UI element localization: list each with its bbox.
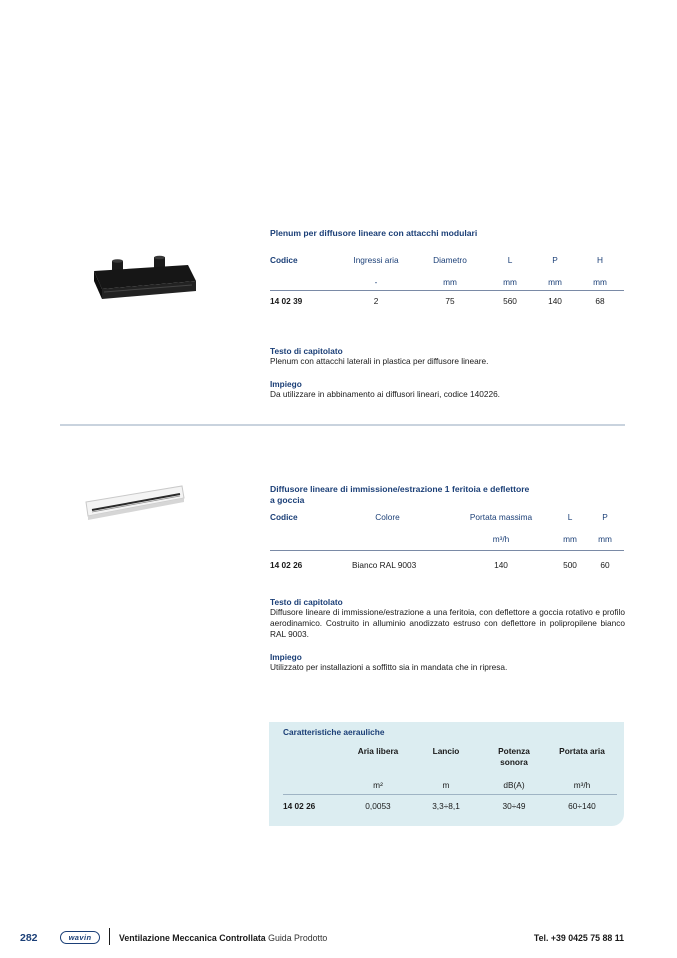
row-diametro: 75 [445,296,455,306]
row-codice: 14 02 39 [270,296,303,306]
aero-row-portata: 60÷140 [568,801,596,811]
linear-diffuser-image [82,482,188,526]
aero-row-codice: 14 02 26 [283,801,316,811]
row2-colore: Bianco RAL 9003 [352,560,417,570]
footer-phone: Tel. +39 0425 75 88 11 [533,933,624,943]
unit2-p: mm [598,534,612,544]
row-p: 140 [548,296,562,306]
aero-rule [283,794,617,795]
row-h: 68 [595,296,605,306]
col-codice: Codice [270,255,298,265]
aero-row-potenza: 30÷49 [502,801,526,811]
aero-col-lancio: Lancio [432,746,460,756]
aero-unit-lancio: m [442,780,450,790]
aero-unit-portata: m³/h [573,780,591,790]
section-divider [60,424,625,426]
aero-unit-potenza: dB(A) [503,780,525,790]
unit-diametro: mm [443,277,457,287]
unit-ingressi: - [374,277,378,287]
row2-codice: 14 02 26 [270,560,303,570]
table2-rule [270,550,624,551]
aero-title: Caratteristiche aerauliche [283,727,385,737]
use2-text: Utilizzato per installazioni a soffitto sia in mandata che in ripresa. [270,662,508,672]
footer-title-bold: Ventilazione Meccanica Controllata [119,933,266,943]
aero-unit-aria: m² [373,780,383,790]
unit2-portata: m³/h [492,534,510,544]
footer-title [119,933,327,943]
col-diametro: Diametro [433,255,467,265]
aero-col-aria: Aria libera [357,746,399,756]
footer-title-light: Guida Prodotto [268,933,328,943]
aeraulic-panel [269,722,624,826]
wavin-logo-text: wavin [68,933,92,942]
col-h: H [597,255,603,265]
unit-p: mm [548,277,562,287]
product1-title: Plenum per diffusore lineare con attacchi modulari [270,228,478,238]
aero-col-potenza-1: Potenza [498,746,530,756]
unit-h: mm [593,277,607,287]
footer-separator [109,928,110,945]
col2-l: L [567,512,573,522]
col2-p: P [602,512,608,522]
aero-col-potenza-2: sonora [500,757,528,767]
use2-title: Impiego [270,652,302,662]
use-title: Impiego [270,379,302,389]
spec2-title: Testo di capitolato [270,597,343,607]
product2-title-line1: Diffusore lineare di immissione/estrazione 1 feritoia e deflettore [270,484,530,494]
aero-row-aria: 0,0053 [365,801,391,811]
spec-title: Testo di capitolato [270,346,343,356]
wavin-logo [60,931,100,944]
use-text: Da utilizzare in abbinamento ai diffusori lineari, codice 140226. [270,389,500,399]
page-number: 282 [20,932,38,944]
row-ingressi: 2 [373,296,379,306]
unit2-l: mm [563,534,577,544]
col-l: L [507,255,513,265]
aero-col-portata: Portata aria [559,746,605,756]
table-rule [270,290,624,291]
col2-codice: Codice [270,512,298,522]
product2-title-line2: a goccia [270,495,305,505]
row2-portata: 140 [494,560,508,570]
plenum-image [88,255,200,303]
row-l: 560 [503,296,517,306]
aero-row-lancio: 3,3÷8,1 [432,801,460,811]
col2-portata: Portata massima [469,512,533,522]
spec-text: Plenum con attacchi laterali in plastica per diffusore lineare. [270,356,489,366]
unit-l: mm [503,277,517,287]
row2-p: 60 [600,560,610,570]
col2-colore: Colore [375,512,400,522]
spec2-text: Diffusore lineare di immissione/estrazione a una feritoia, con deflettore a goccia rotativo e profilo aerodinamico. Costruito in alluminio anodizzato estruso con deflettore in polipropilene bianco RAL 9003. [270,607,625,639]
row2-l: 500 [563,560,577,570]
col-p: P [552,255,558,265]
col-ingressi: Ingressi aria [353,255,399,265]
